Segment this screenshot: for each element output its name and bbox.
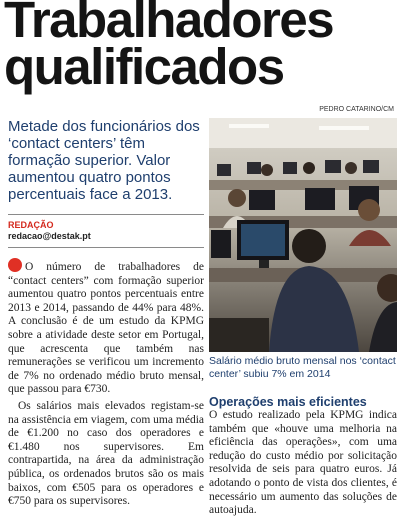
body-column-left — [8, 258, 204, 509]
byline-email[interactable]: redacao@destak.pt — [8, 231, 91, 241]
section-subhead: Operações mais eficientes — [209, 395, 367, 409]
body-paragraph-2: Os salários mais elevados registam-se na assistência em viagem, com uma média de €1.200 no caso dos operadores e €1.480 nos supervisores. Em contrapartida, na área da administração pública, os ordenados brutos são os mais baixos, com €505 para os operadores e €750 para os supervisores. — [8, 399, 204, 508]
article-photo — [209, 118, 397, 352]
body-column-right — [209, 409, 397, 518]
body-paragraph-3: O estudo realizado pela KPMG indica também que «houve uma melhoria na eficiência das operações», com uma redução do custo médio por solicitação resolvida de seis para quatro euros. Já adotando o ponto de vista dos clientes, é necessário um aumento das soluções de autoajuda. — [209, 409, 397, 517]
photo-caption: Salário médio bruto mensal nos ‘contact center’ subiu 7% em 2014 — [209, 355, 396, 380]
call-center-photo-icon — [209, 118, 397, 352]
headline-line-1: Trabalhadores — [4, 0, 334, 48]
bullet-dot-icon — [8, 258, 22, 272]
divider-bottom — [8, 247, 204, 248]
headline — [4, 0, 398, 95]
body-paragraph-1: O número de trabalhadores de “contact centers” com formação superior aumentou quatro pontos percentuais entre 2013 e 2014, passando de 44% para 48%. A conclusão é de um estudo da KPMG sobre a atividade deste setor em Portugal, que acrescenta que também nas remunerações se verificou um incremento de 7% no ordenado médio bruto mensal, que passou para €730. — [8, 258, 204, 397]
photo-credit: PEDRO CATARINO/CM — [319, 106, 394, 113]
lead-paragraph: Metade dos funcionários dos ‘contact centers’ têm formação superior. Valor aumentou quatro pontos percentuais face a 2013. — [8, 118, 200, 203]
divider-top — [8, 214, 204, 215]
headline-line-2: qualificados — [4, 38, 284, 95]
byline-name: REDAÇÃO — [8, 220, 54, 230]
byline — [8, 220, 204, 242]
